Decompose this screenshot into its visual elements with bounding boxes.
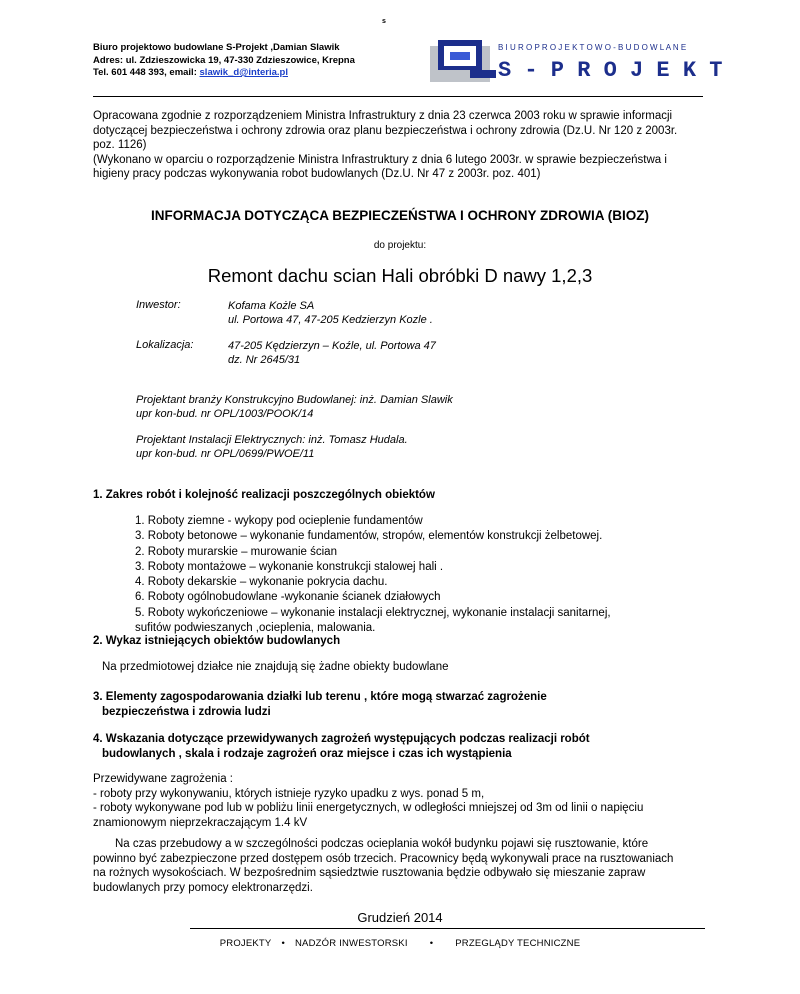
section2-heading: 2. Wykaz istniejących obiektów budowlanych bbox=[93, 635, 341, 647]
hazard-item: - roboty wykonywane pod lub w pobliżu linii energetycznych, w odległości mniejszej od 3m od linii o napięciu znamionowym nieprzekraczającym 1.4 kV bbox=[93, 802, 644, 829]
list-item: 5. Roboty wykończeniowe – wykonanie instalacji elektrycznej, wykonanie instalacji sanitarnej, bbox=[135, 606, 611, 619]
section4-heading-line1: 4. Wskazania dotyczące przewidywanych zagrożeń występujących podczas realizacji robót bbox=[93, 733, 590, 745]
list-item: 4. Roboty dekarskie – wykonanie pokrycia dachu. bbox=[135, 576, 388, 589]
legal-basis bbox=[93, 109, 683, 182]
header-divider bbox=[93, 96, 703, 97]
logo-accent-block bbox=[470, 70, 496, 78]
company-contact bbox=[93, 67, 355, 80]
company-name: Biuro projektowo budowlane S-Projekt ,Damian Slawik bbox=[93, 42, 340, 53]
footer-separator: • bbox=[429, 938, 434, 949]
designer-electrical-license: upr kon-bud. nr OPL/0699/PWOE/11 bbox=[136, 448, 315, 460]
document-subtitle: do projektu: bbox=[373, 240, 427, 251]
hazard-item: - roboty przy wykonywaniu, których istnieje ryzyko upadku z wys. ponad 5 m, bbox=[93, 787, 485, 800]
list-item: 2. Roboty murarskie – murowanie ścian bbox=[135, 545, 337, 558]
location-label: Lokalizacja: bbox=[136, 339, 194, 351]
designer-electrical-name: Projektant Instalacji Elektrycznych: inż. Tomasz Hudala. bbox=[136, 434, 408, 446]
list-item: sufitów podwieszanych ,ocieplenia, malowania. bbox=[135, 622, 376, 635]
footer-item-supervision: NADZÓR INWESTORSKI bbox=[295, 938, 408, 949]
document-title: INFORMACJA DOTYCZĄCA BEZPIECZEŃSTWA I OCHRONY ZDROWIA (BIOZ) bbox=[151, 208, 649, 223]
footer-item-inspections: PRZEGLĄDY TECHNICZNE bbox=[455, 938, 581, 949]
section3-heading bbox=[93, 690, 547, 719]
investor-value bbox=[228, 299, 433, 327]
section3-heading-line2: bezpieczeństwa i zdrowia ludzi bbox=[102, 705, 271, 718]
legal-basis-p2: (Wykonano w oparciu o rozporządzenie Ministra Infrastruktury z dnia 6 lutego 2003r. w sprawie bezpieczeństwa i higieny pracy podczas wykonywania robot budowlanych (Dz.U. Nr 47 z 2003r. poz. 401) bbox=[93, 153, 667, 180]
company-address: Adres: ul. Zdzieszowicka 19, 47-330 Zdzieszowice, Krepna bbox=[93, 54, 355, 66]
investor-name: Kofama Kożle SA bbox=[228, 300, 315, 312]
investor-label: Inwestor: bbox=[136, 299, 181, 311]
section2-text: Na przedmiotowej działce nie znajdują się żadne obiekty budowlane bbox=[102, 661, 449, 673]
footer-services bbox=[0, 938, 800, 949]
footer-item-projects: PROJEKTY bbox=[219, 938, 272, 949]
logo-name: S - P R O J E K T bbox=[498, 58, 723, 83]
company-header bbox=[93, 42, 355, 80]
logo-tagline: B I U R O P R O J E K T O W O - B U D O W L A N E bbox=[498, 43, 687, 52]
designer-electrical bbox=[136, 433, 408, 461]
designer-construction-license: upr kon-bud. nr OPL/1003/POOK/14 bbox=[136, 408, 314, 420]
logo-inner-block bbox=[450, 52, 470, 60]
location-parcel: dz. Nr 2645/31 bbox=[228, 354, 301, 366]
page-mark: s bbox=[382, 18, 386, 25]
company-phone: Tel. 601 448 393, email: bbox=[93, 67, 200, 78]
scaffolding-paragraph: Na czas przebudowy a w szczególności podczas ocieplania wokół budynku pojawi się rusztowanie, które powinno być zabezpieczone przed dostępem osób trzecich. Pracownicy będą wykonywali prace na rusztowaniach na rożnych wysokościach. W bezpośrednim sąsiedztwie rusztowania będzie odbywało się mieszanie zapraw budowlanych przy pomocy elektronarzędzi. bbox=[93, 838, 674, 894]
list-item: 3. Roboty montażowe – wykonanie konstrukcji stalowej hali . bbox=[135, 560, 444, 573]
footer-divider bbox=[190, 928, 705, 929]
section3-heading-line1: 3. Elementy zagospodarowania działki lub terenu , które mogą stwarzać zagrożenie bbox=[93, 691, 547, 703]
email-link[interactable]: slawik_d@interia.pl bbox=[199, 67, 288, 78]
location-value bbox=[228, 339, 436, 367]
section4-heading bbox=[93, 732, 590, 761]
location-address: 47-205 Kędzierzyn – Koźle, ul. Portowa 47 bbox=[228, 340, 436, 352]
investor-address: ul. Portowa 47, 47-205 Kedzierzyn Kozle . bbox=[228, 314, 433, 326]
section1-heading: 1. Zakres robót i kolejność realizacji poszczególnych obiektów bbox=[93, 489, 435, 501]
footer-separator: • bbox=[281, 938, 285, 949]
hazards-intro: Przewidywane zagrożenia : bbox=[93, 773, 233, 785]
designer-construction-name: Projektant branży Konstrukcyjno Budowlanej: inż. Damian Slawik bbox=[136, 394, 453, 406]
section4-heading-line2: budowlanych , skala i rodzaje zagrożeń oraz miejsce i czas ich wystąpienia bbox=[102, 747, 512, 760]
list-item: 6. Roboty ogólnobudowlane -wykonanie ścianek działowych bbox=[135, 591, 441, 604]
designer-construction bbox=[136, 393, 453, 421]
hazards-block bbox=[93, 772, 688, 830]
project-name: Remont dachu scian Hali obróbki D nawy 1,2,3 bbox=[207, 265, 593, 286]
footer-date: Grudzień 2014 bbox=[357, 910, 443, 925]
logo-graphic bbox=[430, 40, 723, 83]
list-item: 1. Roboty ziemne - wykopy pod ocieplenie fundamentów bbox=[135, 515, 423, 527]
company-logo bbox=[430, 40, 723, 83]
legal-basis-p1: Opracowana zgodnie z rozporządzeniem Ministra Infrastruktury z dnia 23 czerwca 2003 roku w sprawie informacji dotyczącej bezpieczeństwa i ochrony zdrowia oraz planu bezpieczeństwa i ochrony zdrowia (Dz.U. Nr 120 z 2003r. poz. 1126) bbox=[93, 110, 678, 151]
works-list bbox=[135, 514, 695, 636]
list-item: 3. Roboty betonowe – wykonanie fundamentów, stropów, elementów konstrukcji żelbetowej. bbox=[135, 530, 603, 543]
